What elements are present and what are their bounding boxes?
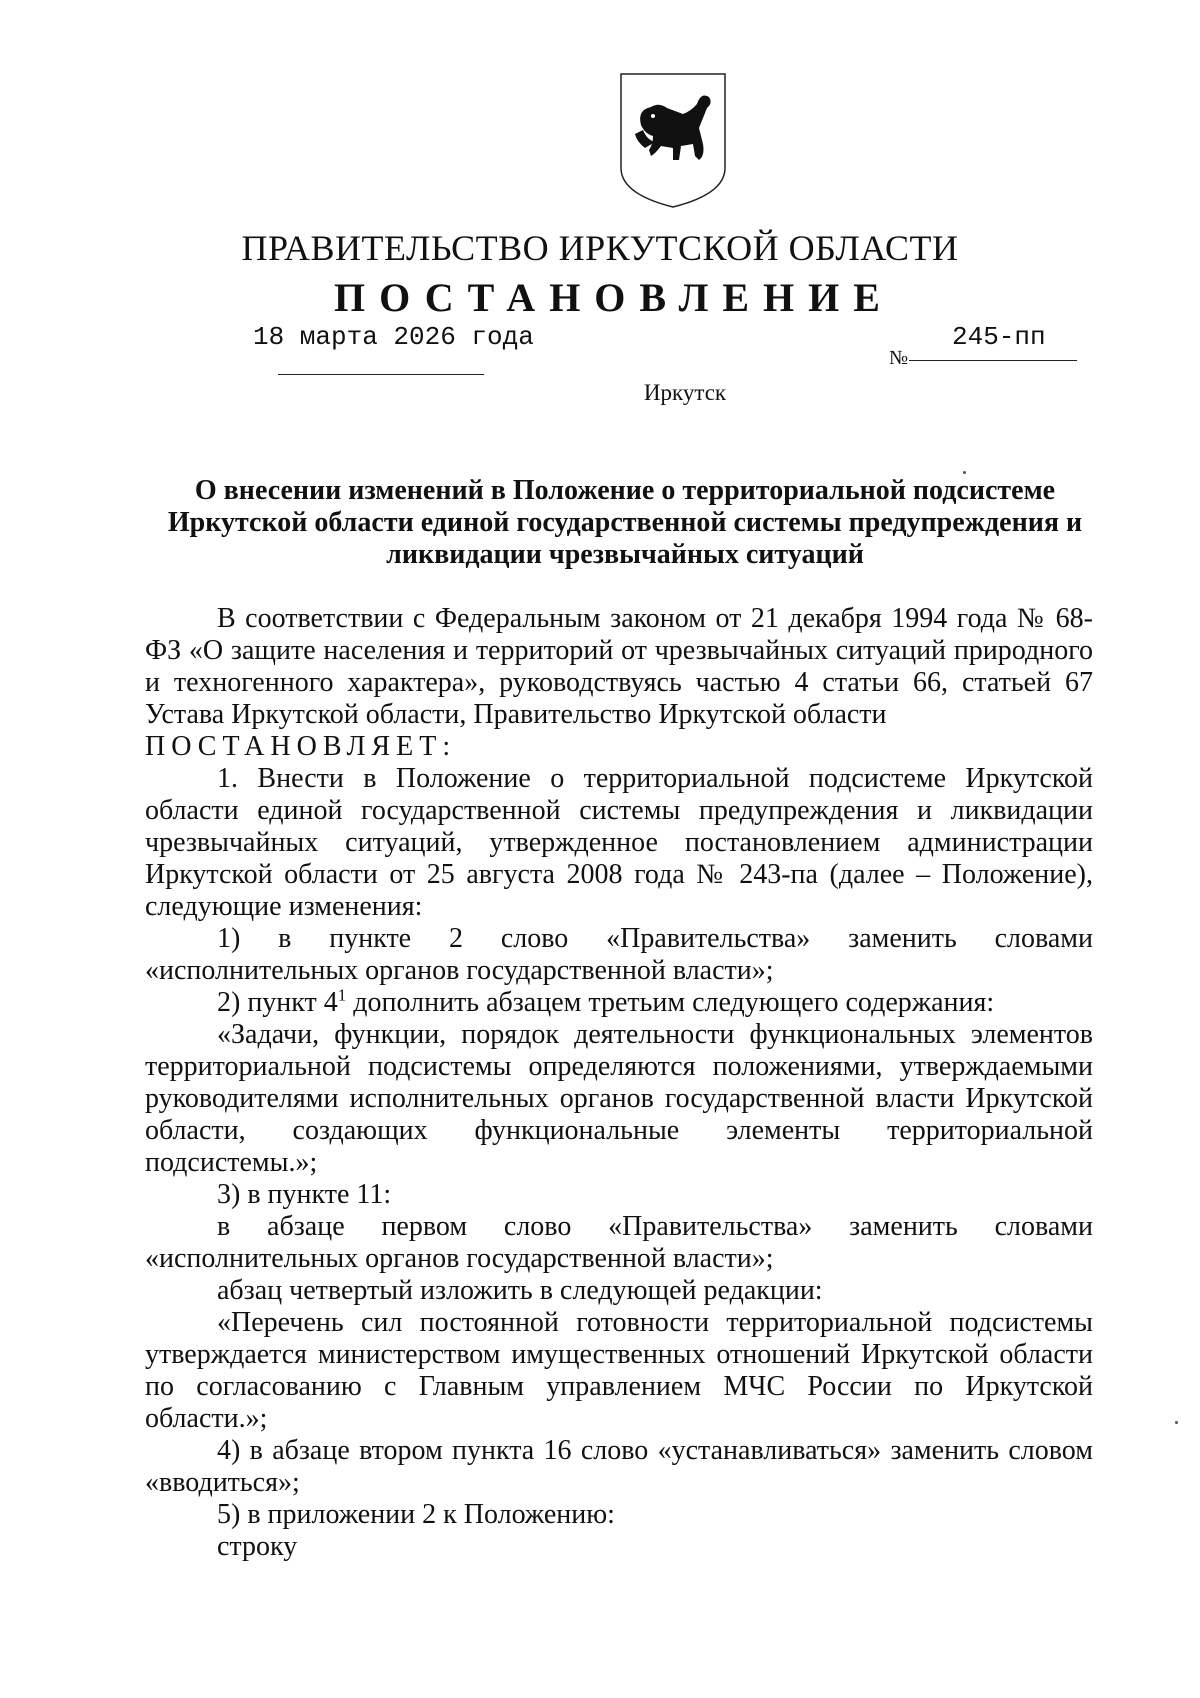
preamble-paragraph: В соответствии с Федеральным законом от 21 декабря 1994 года № 68-ФЗ «О защите населения и территорий от чрезвычайных ситуаций природного и техногенного характера», руководствуясь частью 4 статьи 66, статьей 67 Устава Иркутской области, Правительство Иркутской области bbox=[145, 603, 1093, 730]
subitem-2-paragraph bbox=[145, 987, 1093, 1019]
scan-speck bbox=[963, 471, 966, 474]
decree-subject bbox=[145, 475, 1105, 571]
number-sign: № bbox=[889, 347, 909, 369]
subitem-5-paragraph: 5) в приложении 2 к Положению: bbox=[217, 1499, 615, 1530]
quoted-paragraph: «Задачи, функции, порядок деятельности функциональных элементов территориальной подсистемы определяются положениями, утверждаемыми руководителями исполнительных органов государственной власти Иркутской области, создающих функциональные элементы территориальной подсистемы.»; bbox=[145, 1019, 1093, 1178]
item-1-paragraph: 1. Внести в Положение о территориальной подсистеме Иркутской области единой государственной системы предупреждения и ликвидации чрезвычайных ситуаций, утвержденное постановлением администрации Иркутской области от 25 августа 2008 года № 243-па (далее – Положение), следующие изменения: bbox=[145, 763, 1093, 922]
subitem-1-paragraph: 1) в пункте 2 слово «Правительства» заменить словами «исполнительных органов государственной власти»; bbox=[145, 923, 1093, 986]
document-type-title: ПОСТАНОВЛЕНИЕ bbox=[334, 275, 894, 320]
subitem-2-text-rest: дополнить абзацем третьим следующего содержания: bbox=[346, 987, 995, 1018]
city-name: Иркутск bbox=[643, 380, 727, 405]
coat-of-arms-emblem bbox=[617, 70, 729, 210]
subject-line: Иркутской области единой государственной системы предупреждения и bbox=[167, 507, 1083, 538]
number-underline bbox=[909, 360, 1077, 361]
subitem-4-paragraph: 4) в абзаце втором пункта 16 слово «устанавливаться» заменить словом «вводиться»; bbox=[145, 1435, 1093, 1498]
subject-line: ликвидации чрезвычайных ситуаций bbox=[386, 539, 864, 570]
date-underline bbox=[278, 374, 484, 375]
decree-date: 18 марта 2026 года bbox=[253, 322, 534, 352]
subitem-3-paragraph: 3) в пункте 11: bbox=[217, 1179, 392, 1210]
point-superscript: 1 bbox=[337, 985, 347, 1005]
paragraph: в абзаце первом слово «Правительства» заменить словами «исполнительных органов государственной власти»; bbox=[145, 1211, 1093, 1274]
paragraph: абзац четвертый изложить в следующей редакции: bbox=[217, 1275, 823, 1306]
decree-body bbox=[145, 603, 1093, 1563]
scan-speck bbox=[1175, 1421, 1178, 1424]
subject-line: О внесении изменений в Положение о территориальной подсистеме bbox=[194, 475, 1056, 506]
decides-word: ПОСТАНОВЛЯЕТ: bbox=[145, 731, 457, 762]
government-name: ПРАВИТЕЛЬСТВО ИРКУТСКОЙ ОБЛАСТИ bbox=[241, 228, 959, 268]
decree-number: 245-пп bbox=[952, 322, 1046, 352]
quoted-paragraph: «Перечень сил постоянной готовности территориальной подсистемы утверждается министерством имущественных отношений Иркутской области по согласованию с Главным управлением МЧС России по Иркутской области.»; bbox=[145, 1307, 1093, 1434]
subitem-2-text: 2) пункт 4 bbox=[217, 987, 338, 1018]
paragraph: строку bbox=[217, 1531, 298, 1562]
